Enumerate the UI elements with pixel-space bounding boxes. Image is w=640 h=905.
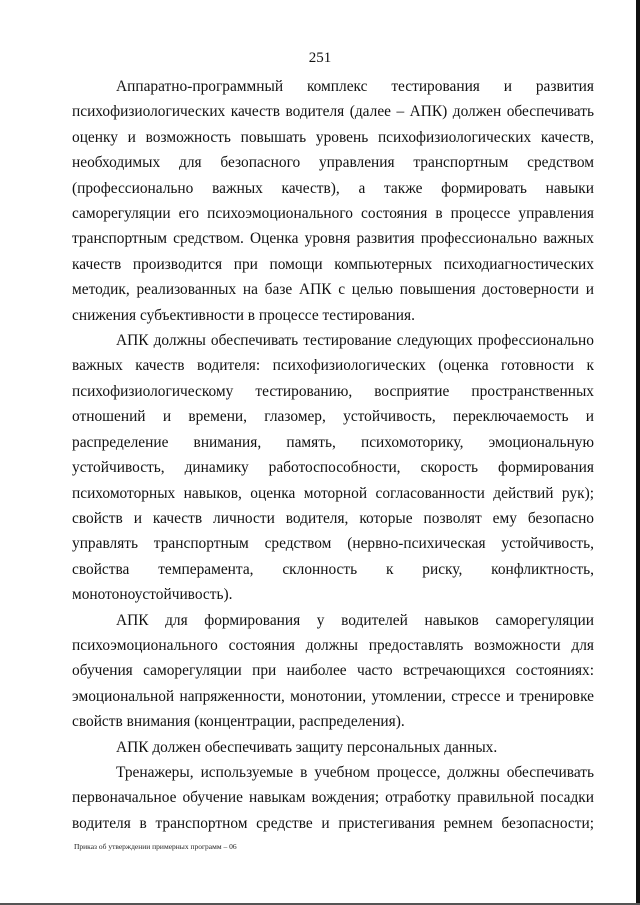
paragraph-apk-self-regulation: АПК для формирования у водителей навыков саморегуляции психоэмоционального состояния должны предоставлять возможности для обучения саморегуляции при наиболее часто встречающихся состояниях: эмоциональной напряженности, монотонии, утомлении, стрессе и тренировке свойств внимания (концентрации, распределения).: [72, 611, 594, 731]
footer-note: Приказ об утверждении примерных программ – 06: [74, 842, 237, 851]
paragraph-simulators: Тренажеры, используемые в учебном процессе, должны обеспечивать первоначальное обучение навыкам вождения; отработку правильной посадки водителя в транспортном средстве и пристегивания ремнем безопасности;: [72, 763, 594, 832]
page-number: 251: [308, 50, 332, 66]
body-text: [72, 74, 594, 836]
scan-edge-right: [636, 0, 640, 905]
paragraph-apk-description: Аппаратно-программный комплекс тестирования и развития психофизиологических качеств водителя (далее – АПК) должен обеспечивать оценку и возможность повышать уровень психофизиологических качеств, необходимых для безопасного управления транспортным средством (профессионально важных качеств), а также формировать навыки саморегуляции его психоэмоционального состояния в процессе управления транспортным средством. Оценка уровня развития профессионально важных качеств производится при помощи компьютерных психодиагностических методик, реализованных на базе АПК с целью повышения достоверности и снижения субъективности в процессе тестирования.: [72, 78, 594, 324]
paragraph-apk-testing: АПК должны обеспечивать тестирование следующих профессионально важных качеств водителя: психофизиологических (оценка готовности к психофизиологическому тестированию, восприятие пространственных отношений и времени, глазомер, устойчивость, переключаемость и распределение внимания, память, психомоторику, эмоциональную устойчивость, динамику работоспособности, скорость формирования психомоторных навыков, оценка моторной согласованности действий рук); свойств и качеств личности водителя, которые позволят ему безопасно управлять транспортным средством (нервно-психическая устойчивость, свойства темперамента, склонность к риску, конфликтность, монотоноустойчивость).: [72, 332, 594, 604]
paragraph-data-protection: АПК должен обеспечивать защиту персональных данных.: [116, 738, 498, 756]
